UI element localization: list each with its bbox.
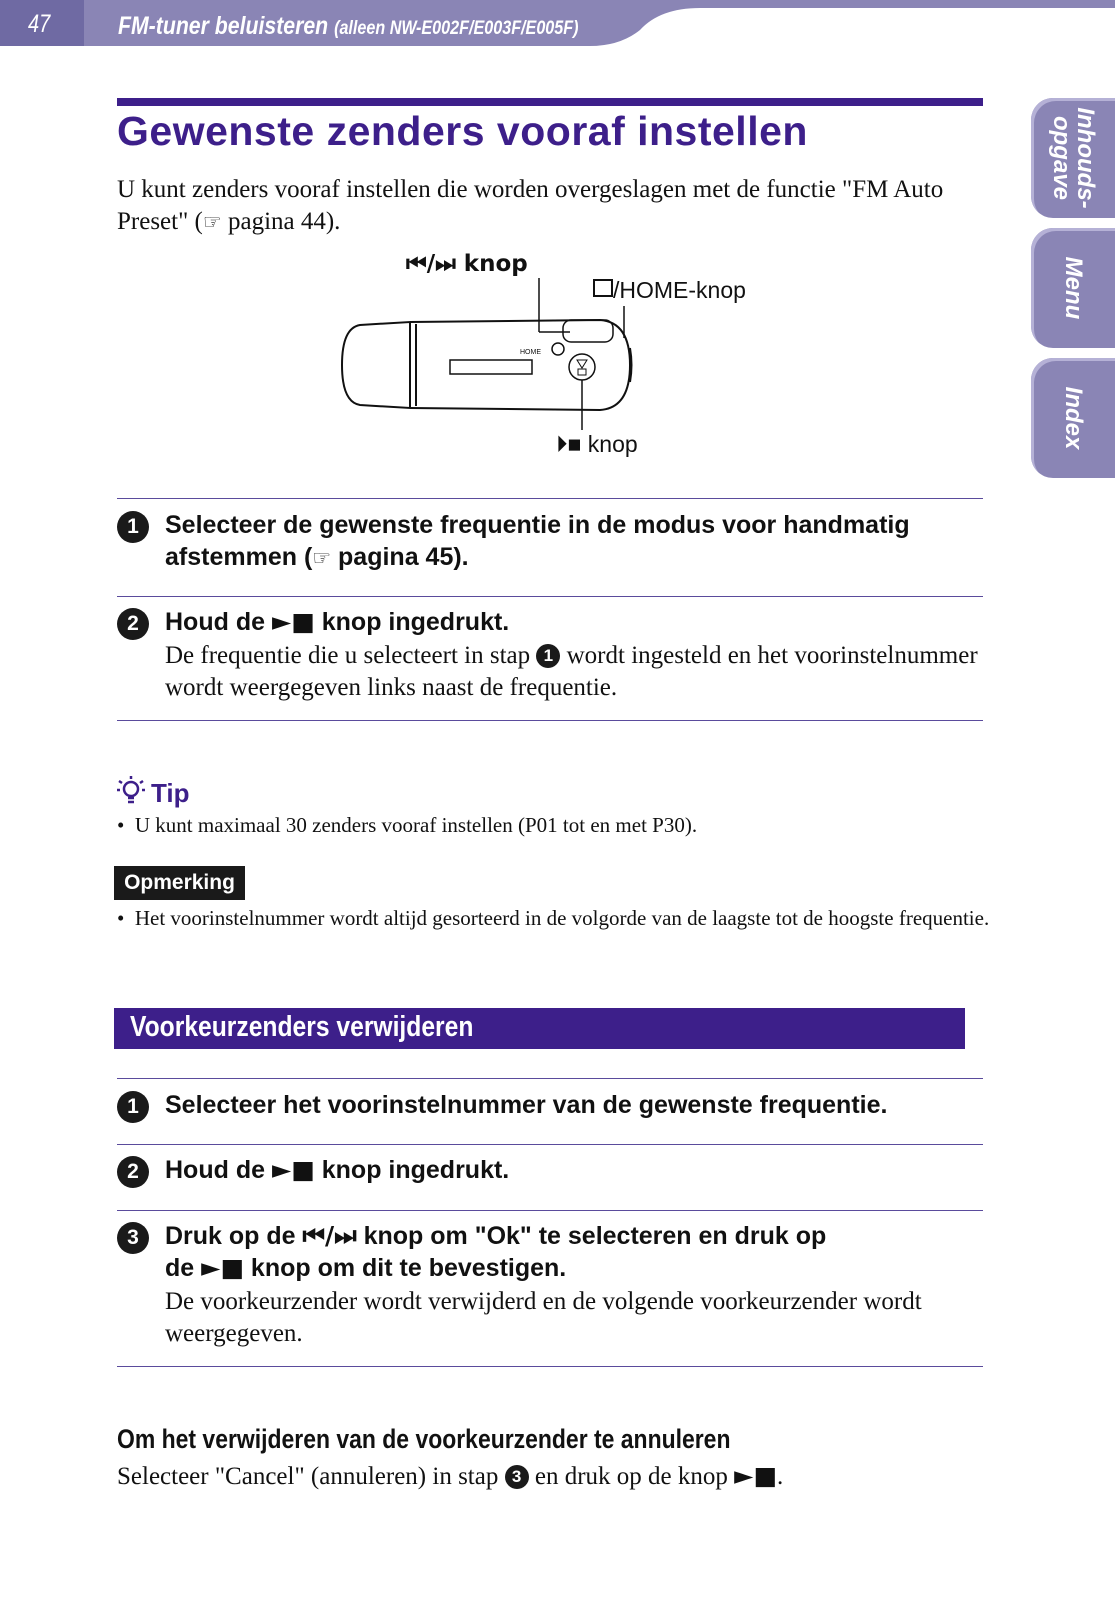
- callout-prev-next: [406, 250, 528, 277]
- step-heading-text: Houd de: [165, 1156, 272, 1184]
- note-text: • Het voorinstelnummer wordt altijd gesorteerd in de volgorde van de laagste tot de hoogste frequentie.: [117, 906, 990, 930]
- cancel-body: [117, 1460, 783, 1493]
- step-heading-text: de: [165, 1254, 202, 1282]
- section-title: [118, 12, 579, 41]
- step-heading-text: Selecteer de gewenste frequentie in de modus voor handmatig afstemmen (: [165, 511, 910, 571]
- device-home-text: HOME: [520, 349, 541, 356]
- step-number: 1: [117, 511, 149, 543]
- subsection-title: Voorkeurzenders verwijderen: [130, 1011, 474, 1043]
- divider: [117, 596, 983, 597]
- tip-text: • U kunt maximaal 30 zenders vooraf instellen (P01 tot en met P30).: [117, 813, 698, 837]
- step-number: 3: [117, 1222, 149, 1254]
- tab-contents-label: Inhouds- opgave: [1048, 107, 1099, 209]
- callout-play: ⏵■ knop: [556, 431, 638, 457]
- step-heading: [165, 1154, 987, 1186]
- step-ref-number: 3: [505, 1465, 529, 1489]
- folder-icon: [594, 280, 612, 296]
- divider: [117, 1078, 983, 1079]
- step-body: [165, 640, 987, 704]
- tab-contents[interactable]: [1031, 98, 1115, 218]
- cancel-text-end: .: [777, 1463, 784, 1490]
- step-heading: [165, 509, 987, 574]
- step-heading: [165, 606, 987, 638]
- sub-step-3: [117, 1220, 987, 1350]
- tab-menu[interactable]: [1031, 228, 1115, 348]
- step-1: [117, 509, 987, 574]
- play-stop-icon: ►■: [271, 607, 315, 636]
- play-stop-icon: ►■: [201, 1253, 244, 1282]
- intro-text-part: U kunt zenders vooraf instellen die worden overgeslagen met de functie "FM Auto Preset" (: [117, 176, 944, 235]
- step-heading-text: Houd de: [165, 608, 272, 636]
- step-heading-end: knop ingedrukt.: [314, 608, 510, 636]
- step-heading-end: pagina 45).: [331, 543, 469, 571]
- sub-step-1: [117, 1089, 987, 1121]
- divider: [117, 720, 983, 721]
- step-body-text: De frequentie die u selecteert in stap: [165, 642, 537, 669]
- divider: [117, 1210, 983, 1211]
- step-2: [117, 606, 987, 704]
- step-number: 1: [117, 1091, 149, 1123]
- page-ref-icon: ☞: [312, 546, 332, 570]
- divider: [117, 498, 983, 499]
- note-bullet-text: Het voorinstelnummer wordt altijd gesorteerd in de volgorde van de laagste tot de hoogste frequentie.: [134, 906, 990, 930]
- step-heading: [165, 1220, 987, 1284]
- play-stop-icon: ►■: [734, 1461, 777, 1490]
- intro-text-end: pagina 44).: [221, 208, 341, 235]
- step-number: 2: [117, 1156, 149, 1188]
- step-heading-text: knop om "Ok" te selecteren en druk op: [356, 1222, 827, 1250]
- step-ref-number: 1: [536, 644, 560, 668]
- tab-menu-label: Menu: [1060, 256, 1087, 320]
- step-number: 2: [117, 608, 149, 640]
- page-number: 47: [28, 10, 51, 38]
- step-heading-end: knop om dit te bevestigen.: [243, 1254, 567, 1282]
- page-header: [0, 0, 1115, 46]
- tip-label: Tip: [151, 778, 190, 808]
- cancel-text: Selecteer "Cancel" (annuleren) in stap: [117, 1463, 505, 1490]
- page-ref-icon: ☞: [202, 210, 222, 234]
- tab-index-label: Index: [1060, 386, 1087, 450]
- intro-text: [117, 174, 983, 238]
- cancel-heading: Om het verwijderen van de voorkeurzender te annuleren: [117, 1424, 731, 1454]
- cancel-text: en druk op de knop: [528, 1463, 735, 1490]
- lightbulb-icon: [114, 773, 148, 809]
- play-stop-icon: ►■: [271, 1155, 315, 1184]
- step-body-end: wordt ingesteld en het voorinstelnummer wordt weergegeven links naast de frequentie.: [165, 642, 978, 701]
- step-heading-text: Druk op de: [165, 1222, 303, 1250]
- title-rule: [117, 98, 983, 106]
- step-body: De voorkeurzender wordt verwijderd en de volgende voorkeurzender wordt weergegeven.: [165, 1288, 922, 1347]
- subsection-heading: [114, 1008, 965, 1049]
- step-heading: Selecteer het voorinstelnummer van de gewenste frequentie.: [165, 1091, 888, 1119]
- page-title: Gewenste zenders vooraf instellen: [117, 108, 808, 154]
- callout-home: /HOME-knop: [613, 277, 746, 303]
- sub-step-2: [117, 1154, 987, 1186]
- section-note: (alleen NW-E002F/E003F/E005F): [334, 18, 579, 39]
- tip-bullet-text: U kunt maximaal 30 zenders vooraf instellen (P01 tot en met P30).: [134, 813, 698, 837]
- divider: [117, 1144, 983, 1145]
- prev-next-icon: ⏮/⏭: [302, 1221, 357, 1250]
- divider: [117, 1366, 983, 1367]
- tab-index[interactable]: [1031, 358, 1115, 478]
- step-heading-end: knop ingedrukt.: [314, 1156, 510, 1184]
- note-label: Opmerking: [114, 866, 245, 900]
- section-name: FM-tuner beluisteren: [118, 12, 329, 40]
- callout-prev-next-label: ⏮/⏭ knop: [406, 251, 528, 277]
